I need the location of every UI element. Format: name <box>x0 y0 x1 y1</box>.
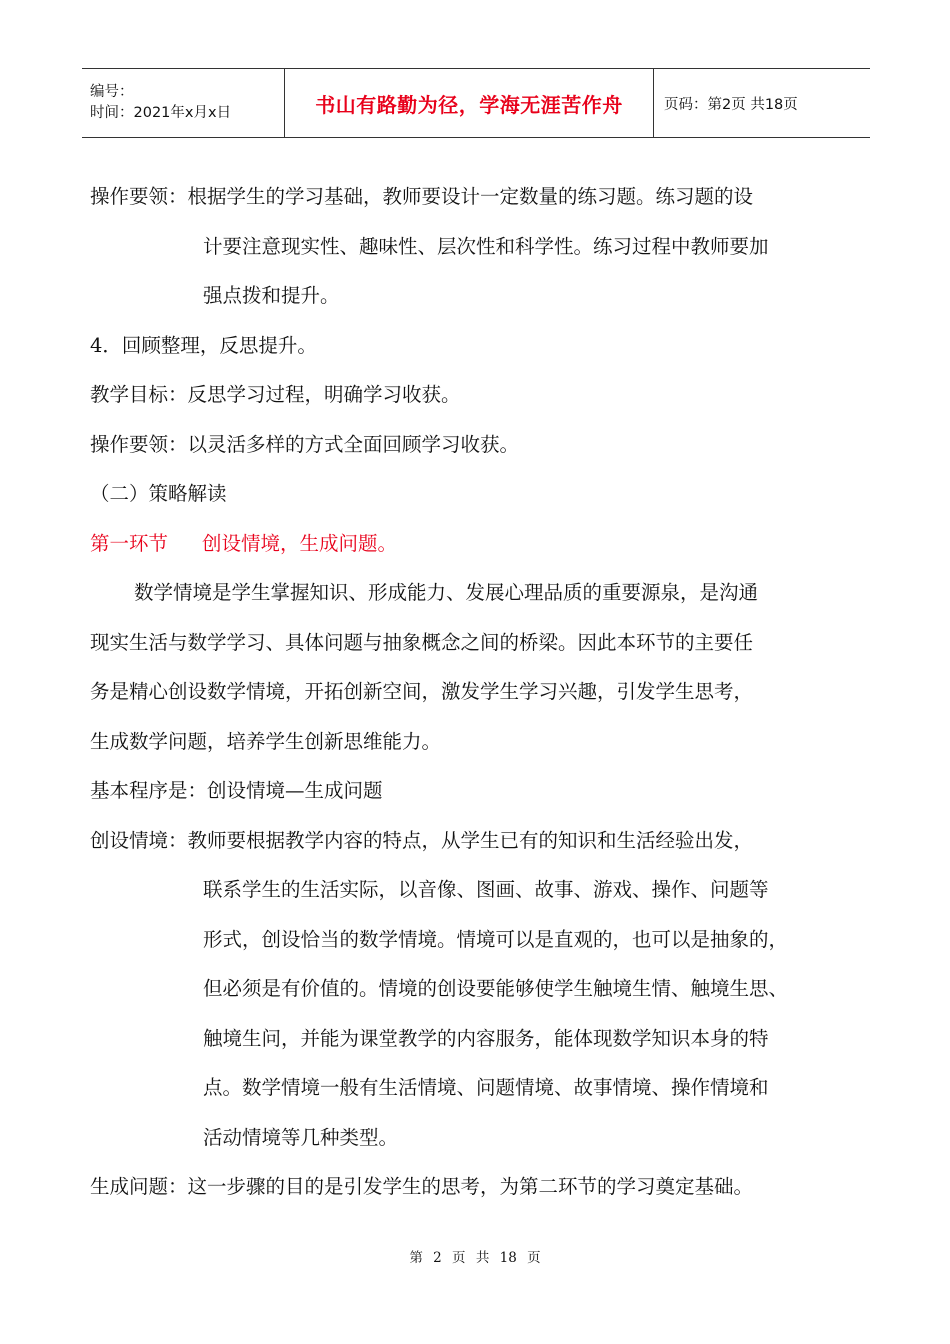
code-label: 编号： <box>90 84 134 100</box>
red-heading <box>90 519 870 569</box>
section-heading: 4．回顾整理，反思提升。 <box>90 333 317 357</box>
text-line: 活动情境等几种类型。 <box>203 1125 399 1149</box>
document-body <box>90 172 870 1212</box>
date-label: 时间：2021年x月x日 <box>90 105 232 121</box>
page-footer: 第 2 页 共 18 页 <box>409 1250 541 1266</box>
text-line: 计要注意现实性、趣味性、层次性和科学性。练习过程中教师要加 <box>203 234 769 258</box>
text-line: 务是精心创设数学情境，开拓创新空间，激发学生学习兴趣，引发学生思考， <box>90 680 754 703</box>
text-line: 形式，创设恰当的数学情境。情境可以是直观的，也可以是抽象的， <box>203 927 789 951</box>
section-heading: （二）策略解读 <box>90 482 227 505</box>
text-line: 触境生问，并能为课堂教学的内容服务，能体现数学知识本身的特 <box>203 1026 769 1050</box>
text-line: 操作要领：以灵活多样的方式全面回顾学习收获。 <box>90 432 520 456</box>
header-page-cell <box>654 69 870 137</box>
text-line: 但必须是有价值的。情境的创设要能够使学生触境生情、触境生思、 <box>203 977 789 1000</box>
page-header <box>82 68 870 138</box>
red-heading-label: 第一环节 <box>90 531 169 555</box>
text-line: 创设情境：教师要根据教学内容的特点，从学生已有的知识和生活经验出发， <box>90 828 754 852</box>
header-motto-cell <box>284 69 654 137</box>
header-motto: 书山有路勤为径，学海无涯苦作舟 <box>315 92 623 117</box>
text-line: 操作要领：根据学生的学习基础，教师要设计一定数量的练习题。练习题的设 <box>90 185 754 208</box>
header-page-info: 页码：第2页 共18页 <box>664 96 798 113</box>
text-line: 生成问题：这一步骤的目的是引发学生的思考，为第二环节的学习奠定基础。 <box>90 1175 754 1198</box>
text-line: 教学目标：反思学习过程，明确学习收获。 <box>90 383 461 406</box>
text-line: 现实生活与数学学习、具体问题与抽象概念之间的桥梁。因此本环节的主要任 <box>90 630 754 654</box>
text-line: 生成数学问题，培养学生创新思维能力。 <box>90 729 442 753</box>
header-meta <box>82 69 284 137</box>
text-line: 点。数学情境一般有生活情境、问题情境、故事情境、操作情境和 <box>203 1076 769 1099</box>
text-line: 基本程序是：创设情境—生成问题 <box>90 779 383 802</box>
text-line: 强点拨和提升。 <box>203 284 340 307</box>
text-line: 数学情境是学生掌握知识、形成能力、发展心理品质的重要源泉，是沟通 <box>134 581 759 604</box>
red-heading-title: 创设情境，生成问题。 <box>202 531 398 555</box>
text-line: 联系学生的生活实际，以音像、图画、故事、游戏、操作、问题等 <box>203 878 769 901</box>
